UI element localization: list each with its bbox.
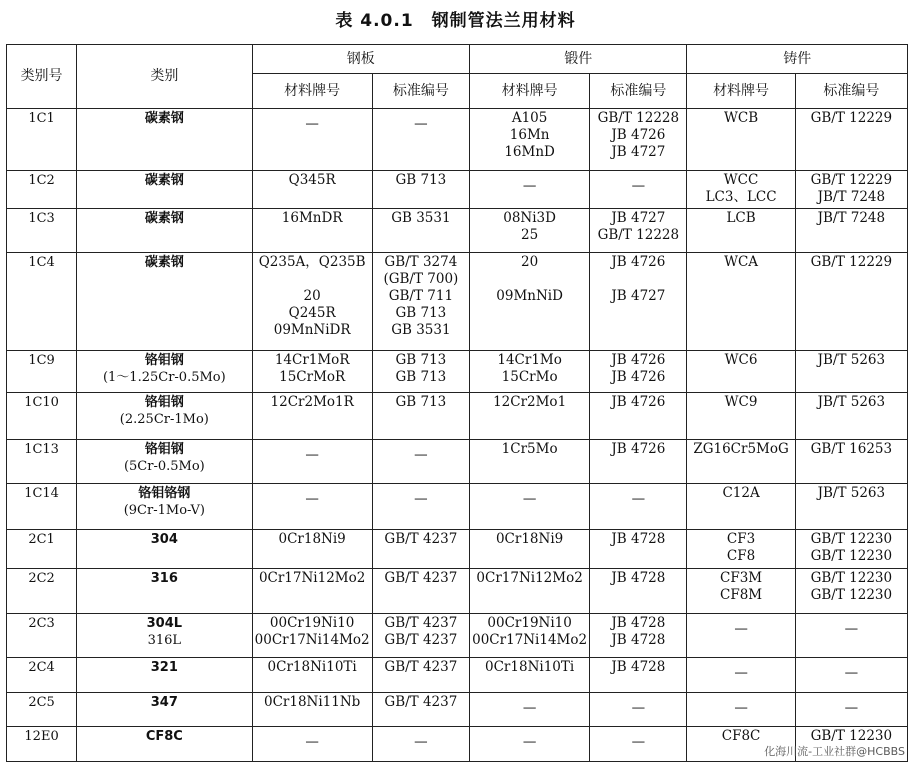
forging-standard-line: JB 4728 <box>611 615 666 631</box>
forging-grade-line: — <box>522 178 537 194</box>
forging-standard-line: JB 4726 <box>611 127 666 143</box>
table-row <box>7 393 908 440</box>
cell-plate-grade <box>252 658 372 693</box>
cell-code: 2C4 <box>7 658 77 693</box>
table-row <box>7 693 908 727</box>
forging-grade-line: 1Cr5Mo <box>501 441 558 457</box>
plate-grade-line: Q345R <box>288 172 336 188</box>
cell-code: 1C1 <box>7 109 77 171</box>
table-body <box>7 109 908 762</box>
forging-standard-line: GB/T 12228 <box>597 227 680 243</box>
table-row <box>7 658 908 693</box>
forging-grade-line: 0Cr17Ni12Mo2 <box>476 570 583 586</box>
header-plate: 钢板 <box>252 45 469 74</box>
forging-standard-line: JB 4727 <box>611 288 666 304</box>
cell-category <box>77 693 252 727</box>
cell-category <box>77 253 252 351</box>
forging-standard-line: — <box>631 700 646 716</box>
cell-forging-grade <box>469 614 589 658</box>
cell-forging-grade <box>469 484 589 530</box>
cell-forging-standard <box>590 569 687 614</box>
forging-standard-line: JB 4728 <box>611 531 666 547</box>
header-casting: 铸件 <box>687 45 908 74</box>
cell-plate-grade <box>252 351 372 393</box>
cell-plate-standard <box>372 171 469 209</box>
cell-casting-standard <box>795 658 907 693</box>
casting-grade-line: ZG16Cr5MoG <box>693 441 789 457</box>
forging-grade-line: 12Cr2Mo1 <box>493 394 567 410</box>
cell-plate-standard <box>372 209 469 253</box>
plate-grade-line: 0Cr18Ni9 <box>278 531 346 547</box>
forging-standard-line: JB 4728 <box>611 659 666 675</box>
cell-casting-standard <box>795 209 907 253</box>
table-row <box>7 253 908 351</box>
cell-forging-grade <box>469 253 589 351</box>
casting-standard-line: GB/T 12230 <box>810 587 893 603</box>
cell-forging-grade <box>469 530 589 569</box>
plate-standard-line: GB/T 4237 <box>384 615 458 631</box>
forging-standard-line <box>592 271 684 288</box>
cell-forging-grade <box>469 209 589 253</box>
cell-code: 1C3 <box>7 209 77 253</box>
casting-standard-line: GB/T 12230 <box>810 570 893 586</box>
forging-standard-line: — <box>631 491 646 507</box>
plate-standard-line: GB 713 <box>395 369 447 385</box>
cell-forging-grade <box>469 693 589 727</box>
forging-standard-line: GB/T 12228 <box>597 110 680 126</box>
header-plate-grade: 材料牌号 <box>252 74 372 109</box>
cell-code: 2C2 <box>7 569 77 614</box>
table-row <box>7 614 908 658</box>
cell-casting-grade <box>687 658 795 693</box>
plate-grade-line: 20 <box>303 288 321 304</box>
casting-standard-line: GB/T 16253 <box>810 441 893 457</box>
cell-casting-grade <box>687 171 795 209</box>
cell-code: 1C10 <box>7 393 77 440</box>
forging-standard-line: — <box>631 734 646 750</box>
casting-standard-line: GB/T 12229 <box>810 254 893 270</box>
cell-forging-grade <box>469 658 589 693</box>
cell-category <box>77 569 252 614</box>
cell-casting-grade <box>687 693 795 727</box>
materials-table <box>6 44 908 762</box>
plate-standard-line: GB 713 <box>395 394 447 410</box>
forging-standard-line: JB 4726 <box>611 254 666 270</box>
category-line: 铬钼钢 <box>144 442 184 457</box>
plate-grade-line: 14Cr1MoR <box>274 352 350 368</box>
cell-forging-grade <box>469 727 589 762</box>
casting-standard-line: GB/T 12229 <box>810 110 893 126</box>
cell-plate-standard <box>372 530 469 569</box>
cell-code: 2C3 <box>7 614 77 658</box>
plate-grade-line: — <box>305 116 319 132</box>
plate-grade-line: 0Cr17Ni12Mo2 <box>258 570 366 586</box>
cell-plate-standard <box>372 393 469 440</box>
casting-grade-line: WCC <box>723 172 759 188</box>
cell-code: 12E0 <box>7 727 77 762</box>
cell-casting-grade <box>687 614 795 658</box>
cell-plate-standard <box>372 351 469 393</box>
plate-standard-line: — <box>414 447 428 463</box>
cell-category <box>77 484 252 530</box>
cell-forging-grade <box>469 440 589 484</box>
cell-casting-standard <box>795 484 907 530</box>
cell-plate-grade <box>252 693 372 727</box>
plate-grade-line: 00Cr17Ni14Mo2 <box>254 632 370 648</box>
table-row <box>7 484 908 530</box>
casting-grade-line: WC9 <box>724 394 758 410</box>
category-line: (5Cr-0.5Mo) <box>123 459 205 474</box>
cell-forging-standard <box>590 209 687 253</box>
casting-standard-line: JB/T 5263 <box>817 352 886 368</box>
cell-plate-standard <box>372 727 469 762</box>
casting-grade-line: C12A <box>722 485 760 501</box>
cell-plate-grade <box>252 530 372 569</box>
table-row <box>7 569 908 614</box>
casting-grade-line: WCB <box>724 110 759 126</box>
forging-grade-line: 16Mn <box>509 127 550 143</box>
table-row <box>7 530 908 569</box>
cell-category <box>77 614 252 658</box>
casting-standard-line: GB/T 12230 <box>810 728 893 744</box>
forging-grade-line: 25 <box>521 227 539 243</box>
cell-plate-grade <box>252 569 372 614</box>
cell-casting-standard <box>795 393 907 440</box>
cell-code: 2C1 <box>7 530 77 569</box>
forging-standard-line: JB 4726 <box>611 352 666 368</box>
cell-forging-grade <box>469 171 589 209</box>
forging-grade-line: 14Cr1Mo <box>497 352 562 368</box>
casting-standard-line: GB/T 12230 <box>810 531 893 547</box>
casting-standard-line: JB/T 7248 <box>817 210 886 226</box>
cell-forging-standard <box>590 440 687 484</box>
cell-code: 1C14 <box>7 484 77 530</box>
cell-plate-standard <box>372 109 469 171</box>
casting-grade-line: CF8C <box>721 728 761 744</box>
cell-category <box>77 171 252 209</box>
cell-code: 1C2 <box>7 171 77 209</box>
cell-casting-standard <box>795 569 907 614</box>
cell-plate-standard <box>372 569 469 614</box>
forging-grade-line: — <box>522 700 537 716</box>
casting-standard-line: JB/T 5263 <box>817 485 886 501</box>
forging-grade-line: — <box>522 491 537 507</box>
casting-standard-line: — <box>844 621 859 637</box>
forging-standard-line: JB 4727 <box>611 144 666 160</box>
casting-grade-line: CF3M <box>720 570 763 586</box>
category-line: 316 <box>150 571 178 586</box>
cell-category <box>77 658 252 693</box>
casting-grade-line: — <box>734 621 748 637</box>
cell-plate-standard <box>372 253 469 351</box>
plate-grade-line: 12Cr2Mo1R <box>270 394 354 410</box>
table-row <box>7 109 908 171</box>
forging-standard-line: JB 4726 <box>611 369 666 385</box>
plate-standard-line: GB 3531 <box>391 322 451 338</box>
plate-grade-line <box>255 271 370 288</box>
forging-grade-line: 09MnNiD <box>496 288 563 304</box>
casting-grade-line: LCB <box>726 210 756 226</box>
cell-casting-grade <box>687 484 795 530</box>
casting-grade-line: LC3、LCC <box>705 189 777 205</box>
cell-forging-standard <box>590 351 687 393</box>
cell-casting-standard <box>795 440 907 484</box>
casting-grade-line: CF8 <box>726 548 756 564</box>
cell-forging-standard <box>590 109 687 171</box>
category-line: 铬钼铬钢 <box>138 486 191 501</box>
cell-casting-grade <box>687 393 795 440</box>
table-row <box>7 171 908 209</box>
cell-plate-grade <box>252 209 372 253</box>
plate-grade-line: 0Cr18Ni10Ti <box>267 659 357 675</box>
casting-standard-line: — <box>844 700 859 716</box>
casting-grade-line: CF8M <box>720 587 763 603</box>
cell-casting-standard <box>795 253 907 351</box>
plate-grade-line: Q235A，Q235B <box>258 254 366 270</box>
plate-standard-line: — <box>414 734 428 750</box>
plate-standard-line: GB/T 4237 <box>384 531 458 547</box>
cell-casting-standard <box>795 351 907 393</box>
cell-casting-grade <box>687 351 795 393</box>
cell-category <box>77 530 252 569</box>
casting-standard-line: GB/T 12229 <box>810 172 893 188</box>
plate-grade-line: 00Cr19Ni10 <box>269 615 355 631</box>
category-line: 304L <box>146 616 183 631</box>
cell-casting-standard <box>795 109 907 171</box>
cell-plate-grade <box>252 171 372 209</box>
forging-grade-line: — <box>522 734 537 750</box>
table-row <box>7 351 908 393</box>
casting-grade-line: WCA <box>724 254 759 270</box>
category-line: 316L <box>147 633 182 648</box>
forging-standard-line: JB 4727 <box>611 210 666 226</box>
cell-casting-grade <box>687 109 795 171</box>
table-row <box>7 440 908 484</box>
header-forging-standard: 标准编号 <box>590 74 687 109</box>
category-line: 铬钼钢 <box>144 395 184 410</box>
cell-forging-standard <box>590 393 687 440</box>
cell-plate-grade <box>252 253 372 351</box>
cell-category <box>77 109 252 171</box>
casting-standard-line: JB/T 7248 <box>817 189 886 205</box>
cell-plate-standard <box>372 693 469 727</box>
plate-standard-line: GB/T 3274 <box>384 254 458 270</box>
cell-code: 1C13 <box>7 440 77 484</box>
forging-grade-line: A105 <box>511 110 548 126</box>
category-line: 碳素钢 <box>144 111 184 126</box>
cell-plate-grade <box>252 440 372 484</box>
cell-plate-grade <box>252 109 372 171</box>
forging-grade-line: 20 <box>521 254 539 270</box>
category-line: 碳素钢 <box>144 211 184 226</box>
plate-standard-line: GB 713 <box>395 172 447 188</box>
casting-grade-line: CF3 <box>726 531 756 547</box>
plate-grade-line: 0Cr18Ni11Nb <box>263 694 361 710</box>
category-line: 347 <box>150 695 178 710</box>
header-forging: 锻件 <box>469 45 686 74</box>
cell-plate-standard <box>372 440 469 484</box>
plate-grade-line: 09MnNiDR <box>273 322 351 338</box>
casting-standard-line: JB/T 5263 <box>817 394 886 410</box>
plate-standard-line: — <box>414 116 428 132</box>
forging-grade-line: 00Cr17Ni14Mo2 <box>472 632 588 648</box>
plate-standard-line: GB/T 4237 <box>384 570 458 586</box>
plate-standard-line: GB 713 <box>395 305 447 321</box>
cell-casting-standard <box>795 171 907 209</box>
cell-casting-standard <box>795 693 907 727</box>
cell-category <box>77 351 252 393</box>
forging-grade-line: 08Ni3D <box>503 210 556 226</box>
cell-plate-standard <box>372 658 469 693</box>
header-plate-standard: 标准编号 <box>372 74 469 109</box>
cell-casting-grade <box>687 440 795 484</box>
forging-grade-line: 0Cr18Ni9 <box>495 531 564 547</box>
cell-category <box>77 393 252 440</box>
casting-grade-line: WC6 <box>724 352 758 368</box>
cell-code: 2C5 <box>7 693 77 727</box>
cell-code: 1C9 <box>7 351 77 393</box>
category-line: (2.25Cr-1Mo) <box>119 412 209 427</box>
forging-grade-line: 00Cr19Ni10 <box>487 615 572 631</box>
plate-standard-line: GB/T 711 <box>388 288 454 304</box>
plate-standard-line: GB/T 4237 <box>384 694 458 710</box>
cell-plate-standard <box>372 614 469 658</box>
plate-standard-line: (GB/T 700) <box>383 271 459 287</box>
cell-category <box>77 440 252 484</box>
cell-plate-grade <box>252 727 372 762</box>
plate-standard-line: GB/T 4237 <box>384 632 458 648</box>
cell-category <box>77 209 252 253</box>
category-line: 铬钼钢 <box>144 353 184 368</box>
cell-plate-grade <box>252 393 372 440</box>
cell-casting-grade <box>687 253 795 351</box>
category-line: 碳素钢 <box>144 173 184 188</box>
cell-plate-grade <box>252 484 372 530</box>
header-casting-grade: 材料牌号 <box>687 74 795 109</box>
cell-forging-standard <box>590 693 687 727</box>
plate-grade-line: Q245R <box>288 305 336 321</box>
casting-grade-line: — <box>734 665 748 681</box>
plate-standard-line: — <box>414 491 428 507</box>
cell-forging-standard <box>590 614 687 658</box>
cell-casting-standard <box>795 530 907 569</box>
cell-category <box>77 727 252 762</box>
casting-standard-line: — <box>844 665 859 681</box>
category-line: 304 <box>150 532 178 547</box>
forging-standard-line: JB 4728 <box>611 632 666 648</box>
cell-casting-standard <box>795 614 907 658</box>
category-line: 321 <box>150 660 178 675</box>
watermark: 化海川流-工业社群@HCBBS <box>764 745 905 758</box>
cell-forging-standard <box>590 171 687 209</box>
table-row <box>7 209 908 253</box>
header-forging-grade: 材料牌号 <box>469 74 589 109</box>
cell-casting-grade <box>687 530 795 569</box>
plate-standard-line: GB 713 <box>395 352 447 368</box>
category-line: 碳素钢 <box>144 255 184 270</box>
cell-forging-standard <box>590 727 687 762</box>
forging-standard-line: — <box>631 178 646 194</box>
cell-forging-grade <box>469 351 589 393</box>
header-code: 类别号 <box>7 45 77 109</box>
cell-casting-grade <box>687 569 795 614</box>
cell-code: 1C4 <box>7 253 77 351</box>
header-category: 类别 <box>77 45 252 109</box>
category-line: CF8C <box>145 729 183 744</box>
plate-grade-line: — <box>305 491 319 507</box>
cell-forging-standard <box>590 530 687 569</box>
forging-standard-line: JB 4728 <box>611 570 666 586</box>
forging-standard-line: JB 4726 <box>611 394 666 410</box>
cell-forging-grade <box>469 393 589 440</box>
cell-plate-grade <box>252 614 372 658</box>
cell-forging-grade <box>469 109 589 171</box>
casting-standard-line: GB/T 12230 <box>810 548 893 564</box>
category-line: (9Cr-1Mo-V) <box>123 503 205 518</box>
header-casting-standard: 标准编号 <box>795 74 907 109</box>
cell-forging-grade <box>469 569 589 614</box>
category-line: (1～1.25Cr-0.5Mo) <box>102 370 226 385</box>
plate-grade-line: 15CrMoR <box>279 369 346 385</box>
table-title: 表 4.0.1 钢制管法兰用材料 <box>335 11 576 31</box>
plate-grade-line: 16MnDR <box>281 210 343 226</box>
cell-forging-standard <box>590 484 687 530</box>
plate-standard-line: GB 3531 <box>391 210 451 226</box>
forging-standard-line: JB 4726 <box>611 441 666 457</box>
cell-plate-standard <box>372 484 469 530</box>
casting-grade-line: — <box>734 700 748 716</box>
cell-forging-standard <box>590 658 687 693</box>
plate-grade-line: — <box>305 447 319 463</box>
cell-casting-grade <box>687 209 795 253</box>
forging-grade-line: 15CrMo <box>501 369 558 385</box>
plate-standard-line: GB/T 4237 <box>384 659 458 675</box>
forging-grade-line: 0Cr18Ni10Ti <box>485 659 575 675</box>
forging-grade-line <box>472 271 587 288</box>
cell-forging-standard <box>590 253 687 351</box>
plate-grade-line: — <box>305 734 319 750</box>
forging-grade-line: 16MnD <box>504 144 555 160</box>
